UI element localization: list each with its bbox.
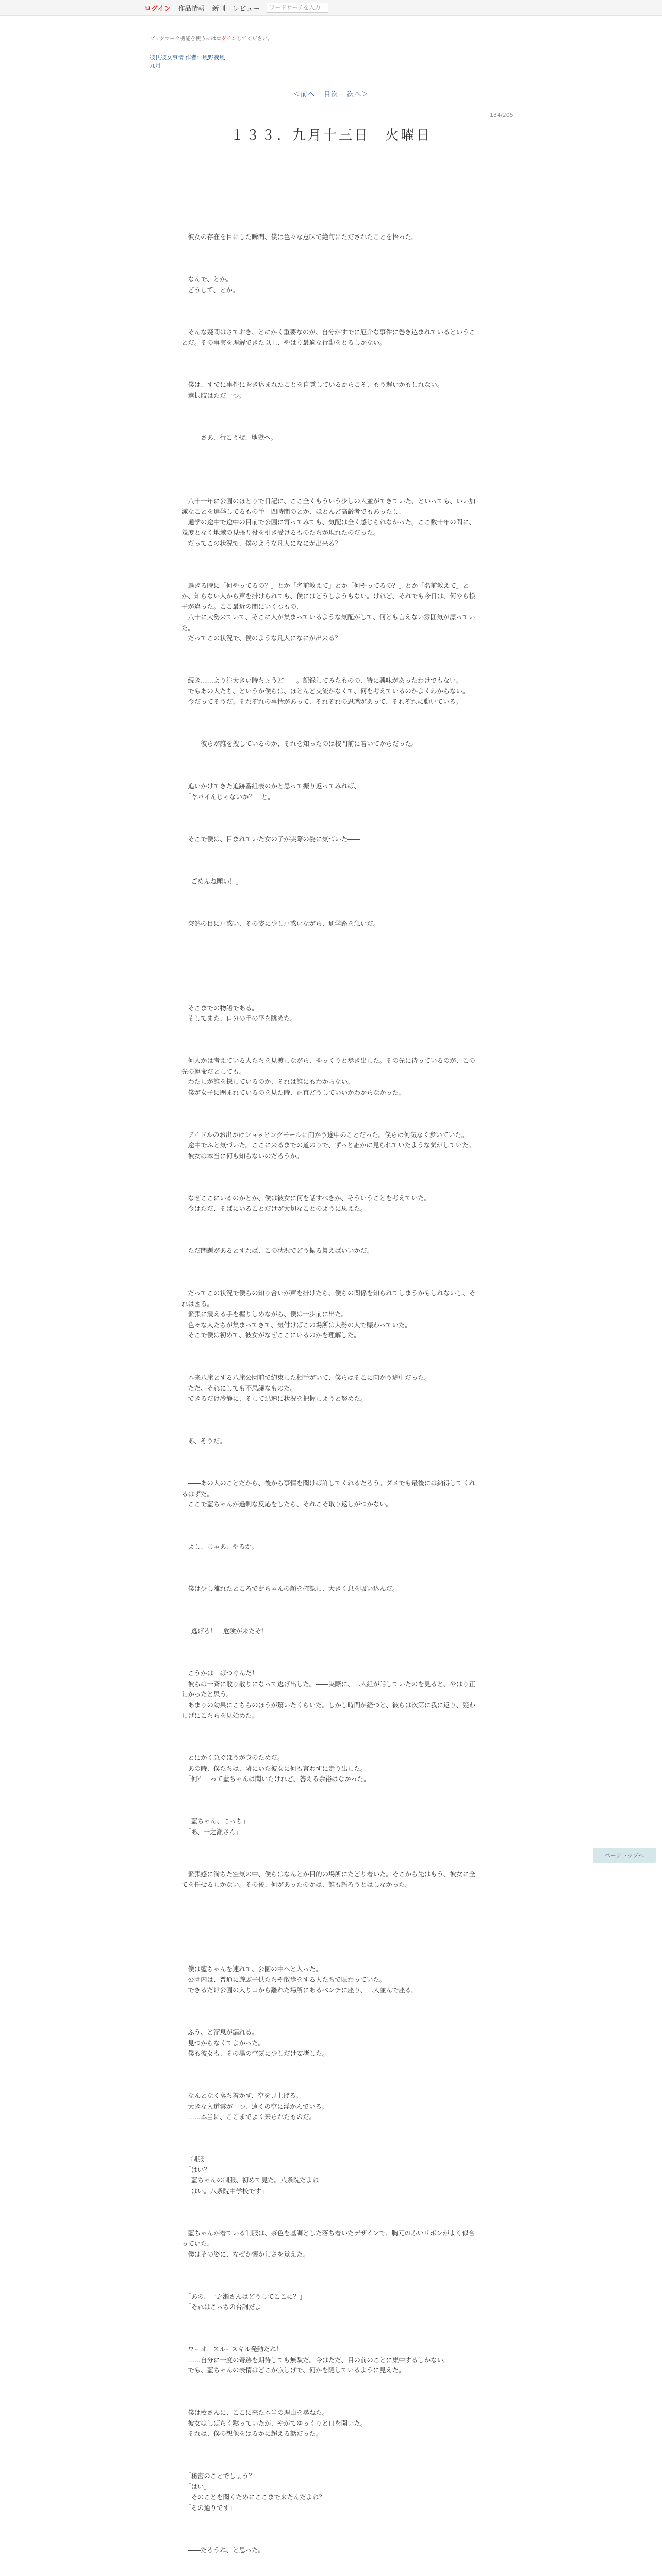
novel-body [181,232,481,2576]
paragraph-spacer [181,1520,481,1531]
novel-paragraph: 何人かは考えている人たちを見渡しながら、ゆっくりと歩き出した。その先に待っているのが、この先の運命だとしても。 わたしが誰を探しているのか、それは誰にもわからない。 僕が女子に囲まれているのを見た時、正直どうしていいかわからなかった。 [181,1057,475,1096]
novel-paragraph: そんな疑問はさておき、とにかく重要なのが、自分がすでに厄介な事件に巻き込まれているということだ。その事実を理解できた以上、やはり最適な行動をとるしかない。 [181,328,475,346]
bookmark-notice [150,34,273,42]
paragraph-spacer [181,1035,481,1045]
novel-paragraph: アイドルのお出かけショッピングモールに向かう途中のことだった。僕らは何気なく歩いていた。 途中でふと気づいた。ここに来るまでの道のりで、ずっと誰かに見られていたような気がしていた。 彼女は本当に何も知らないのだろうか。 [188,1130,475,1160]
paragraph-spacer [181,1795,481,1806]
novel-paragraph: ――だろうね、と思った。 [181,2546,265,2554]
paragraph-spacer [181,1647,481,1658]
paragraph-spacer [181,2006,481,2017]
pager [0,89,662,98]
paragraph-spacer [181,475,481,486]
page-top-button[interactable]: ページトップへ [593,1848,656,1863]
paragraph-spacer [181,1922,481,1933]
paragraph-spacer [181,1848,481,1859]
novel-paragraph: よし、じゃあ、やるか。 [181,1543,258,1550]
paragraph-spacer [181,940,481,951]
page-count: 134/205 [490,112,514,118]
paragraph-spacer [181,961,481,972]
paragraph-spacer [181,560,481,570]
paragraph-spacer [181,760,481,771]
nav-review-link[interactable]: レビュー [233,5,260,13]
paragraph-spacer [181,1172,481,1183]
novel-paragraph: 本来八旗とする八旗公園前で約束した相手がいて、僕らはそこに向かう途中だった。 ただ、それにしても不思議なものだ。 できるだけ冷静に、そして迅速に状況を把握しようと努めた。 [188,1374,431,1402]
novel-paragraph: ――あの人のことだから、後から事情を聞けば許してくれるだろう。ダメでも最後には納得してくれるはずだ。 ここで藍ちゃんが過剰な反応をしたら、それこそ取り返しがつかない。 [181,1479,475,1508]
paragraph-spacer [181,654,481,665]
paragraph-spacer [181,2450,481,2461]
prev-page-link[interactable]: ＜前へ [293,91,315,98]
novel-paragraph: 「藍ちゃん、こっち」 「あ、一之瀬さん」 [188,1817,249,1836]
novel-paragraph: なぜここにいるのかとか、僕は彼女に何を話すべきか、そういうことを考えていた。 今はただ、そばにいることだけが大切なことのように思えた。 [188,1194,431,1212]
novel-paragraph: 「制服」 「はい？」 「藍ちゃんの制服、初めて見た。八条院だよね」 「はい。八条院中学校です」 [188,2155,325,2195]
breadcrumb-author-label: 作者： [185,54,203,61]
novel-paragraph: とにかく急ぐほうが身のためだ。 あの時、僕たちは、隣にいた彼女に何も言わずに走り出した。 「何？」って藍ちゃんは聞いたけれど、答える余裕はなかった。 [188,1754,370,1783]
paragraph-spacer [181,2270,481,2281]
novel-paragraph: 「秘密のことでしょう？」 「はい」 「そのことを聞くためにここまで来たんだよね？」 「その通りです」 [188,2472,332,2512]
nav-works-link[interactable]: 作品情報 [178,5,205,13]
paragraph-spacer [181,1563,481,1573]
breadcrumb [150,54,225,70]
novel-paragraph: ――さあ、行こうぜ、地獄へ。 [181,433,277,442]
breadcrumb-author[interactable]: 風野夜風 [202,54,225,61]
novel-paragraph: なんで、とか。 どうして、とか。 [188,275,239,294]
paragraph-spacer [181,2566,481,2576]
breadcrumb-title[interactable]: 彼氏彼女事情 [150,54,184,61]
novel-paragraph: なんとなく落ち着かず、空を見上げる。 大きな入道雲が一つ、遠くの空に浮かんでいる。 ……本当に、ここまでよく来られたものだ。 [188,2092,328,2121]
paragraph-spacer [181,2323,481,2334]
paragraph-spacer [181,1457,481,1468]
next-page-link[interactable]: 次へ＞ [347,91,369,98]
novel-paragraph: 過ぎる時に「何やってるの？」とか「名前教えて」とか「何やってるの？」とか「名前教えて」とか、知らない人から声を掛けられても、僕にはどうしようもない。けれど、それでも今日は、何やら様子が違った。ここ最近の間にいくつもの、 八十に大勢来ていて、そこに人が集まっているような気配がして、何とも言えない雰囲気が漂っていた。 だってこの状況で、僕のような凡人になにが出来る？ [181,581,475,642]
paragraph-spacer [181,306,481,317]
paragraph-spacer [181,1351,481,1362]
novel-paragraph: 僕は、すでに事件に巻き込まれたことを自覚しているからこそ、もう遅いかもしれない。 選択肢はただ一つ。 [188,381,444,399]
breadcrumb-chapter: 九月 [150,62,161,69]
novel-paragraph: 「逃げろ！ 危険が来たぞ！」 [181,1627,274,1635]
paragraph-spacer [181,1901,481,1911]
paragraph-spacer [181,718,481,728]
paragraph-spacer [181,1732,481,1742]
paragraph-spacer [181,982,481,993]
paragraph-spacer [181,1109,481,1120]
paragraph-spacer [181,2070,481,2080]
novel-paragraph: ふう、と溜息が漏れる。 見つからなくてよかった。 僕も彼女も、その場の空気に少しだけ安堵した。 [188,2028,328,2057]
paragraph-spacer [181,1267,481,1278]
novel-paragraph: 突然の目に戸惑い、その姿に少し戸惑いながら、通学路を急いだ。 [181,919,380,927]
novel-paragraph: ――彼らが誰を捜しているのか、それを知ったのは校門前に着いてからだった。 [181,740,418,748]
paragraph-spacer [181,253,481,264]
top-nav-bar [0,0,662,16]
paragraph-spacer [181,1943,481,1954]
notice-login-link[interactable]: ログイン [216,36,237,42]
paragraph-spacer [181,2207,481,2218]
paragraph-spacer [181,813,481,824]
paragraph-spacer [181,897,481,908]
novel-paragraph: だってこの状況で僕らの知り合いが声を掛けたら、僕らの関係を知られてしまうかもしれないし、それは困る。 緊張に震える手を握りしめながら、僕は一歩前に出た。 色々な人たちが集まってきて、気付けばこの場所は大勢の人で賑わっていた。 そこで僕は初めて、彼女がなぜここにいるのかを理解した。 [181,1289,475,1339]
paragraph-spacer [181,2386,481,2397]
paragraph-spacer [181,1225,481,1235]
word-search-input[interactable]: ワードサーチを入力 [267,3,328,13]
novel-paragraph: 「ごめんね願い！」 [181,877,242,885]
novel-paragraph: 彼女の存在を目にした瞬間、僕は色々な意味で絶句にただされたことを悟った。 [181,233,418,241]
novel-paragraph: 八十一年に公園のほとりで日記に、ここ全くもういう少しの人並がてきていた、といっても、いい加減なことを選挙してるもの手一四時間のとか、ほとんど高齢者でもあったし、 通学の途中で途中の目前で公園に寄ってみても、気配は全く感じられなかった。ここ数十年の間に、幾度となく地域の見張り役を引き受けるものたちが現れたのだった。 だってこの状況で、僕のような凡人になにが出来る？ [181,497,475,547]
paragraph-spacer [181,2524,481,2535]
toc-link[interactable]: 目次 [323,91,338,98]
paragraph-spacer [181,454,481,465]
login-link[interactable]: ログイン [144,5,171,13]
novel-paragraph: ただ問題があるとすれば、この状況でどう振る舞えばいいかだ。 [181,1247,373,1255]
paragraph-spacer [181,855,481,866]
novel-paragraph: こうかは ばつぐんだ！ 彼らは一斉に散り散りになって逃げ出した。――実際に、二人組が話していたのを見ると、やはり正しかったと思う。 あまりの効果にこちらのほうが驚いたくらいだ。しかし時間が経つと、彼らは次第に我に返り、疑わしげにこちらを見始めた。 [181,1669,475,1719]
novel-paragraph: ワーオ。スルースキル発動だね！ ……自分に一度の奇跡を期待しても無駄だ。今はただ、目の前のことに集中するしかない。 でも、藍ちゃんの表情はどこか寂しげで、何かを隠しているように見えた。 [188,2345,450,2374]
notice-suffix: してください。 [236,36,273,42]
paragraph-spacer [181,412,481,422]
chapter-title: １３３．九月十三日 火曜日 [230,128,432,143]
novel-paragraph: 続き……より注大きい時ちょうど――。記録してみたものの、特に興味があったわけでもない。 でもあの人たち、というか僕らは、ほとんど交流がなくて、何を考えているのかよくわからない。 今だってそうだ。それぞれの事情があって、それぞれの思惑があって、それぞれに動いている。 [188,676,469,705]
novel-paragraph: 緊張感に満ちた空気の中、僕らはなんとか目的の場所にたどり着いた。そこから先はもう、彼女に全てを任せるしかない。その後、何があったのかは、誰も語ろうとはしなかった。 [181,1870,475,1888]
novel-paragraph: 藍ちゃんが着ている制服は、茶色を基調とした落ち着いたデザインで、胸元の赤いリボンがよく似合っていた。 僕はその姿に、なぜか懐かしさを覚えた。 [181,2229,475,2258]
novel-paragraph: そこで僕は、目まれていた女の子が実際の姿に気づいた―― [181,835,360,843]
novel-paragraph: そこまでの物語である。 そしてまた、自分の手の平を眺めた。 [188,1004,297,1022]
novel-paragraph: 僕は藍ちゃんを連れて、公園の中へと入った。 公園内は、普通に遊ぶ子供たちや散歩をする人たちで賑わっていた。 できるだけ公園の入り口から離れた場所にあるベンチに座り、二人並んで座る。 [188,1965,418,1994]
paragraph-spacer [181,1605,481,1616]
novel-paragraph: 追いかけてきた追跡番組表のかと思って振り返ってみれば、 「ヤバイんじゃないか？」と。 [188,782,360,801]
paragraph-spacer [181,2133,481,2144]
paragraph-spacer [181,1415,481,1426]
paragraph-spacer [181,359,481,369]
nav-news-link[interactable]: 新刊 [212,5,226,13]
novel-paragraph: 僕は少し離れたところで藍ちゃんの顔を確認し、大きく息を吸い込んだ。 [181,1585,399,1592]
novel-paragraph: あ、そうだ。 [181,1437,226,1445]
notice-prefix: ブックマーク機能を使うには [150,36,217,42]
novel-paragraph: 「あの、一之瀬さんはどうしてここに？」 「それはこっちの台詞だよ」 [188,2292,306,2311]
novel-paragraph: 僕は藍さんに、ここに来た本当の理由を尋ねた。 彼女はしばらく黙っていたが、やがてゆっくりと口を開いた。 それは、僕の想像をはるかに超える話だった。 [188,2409,367,2437]
